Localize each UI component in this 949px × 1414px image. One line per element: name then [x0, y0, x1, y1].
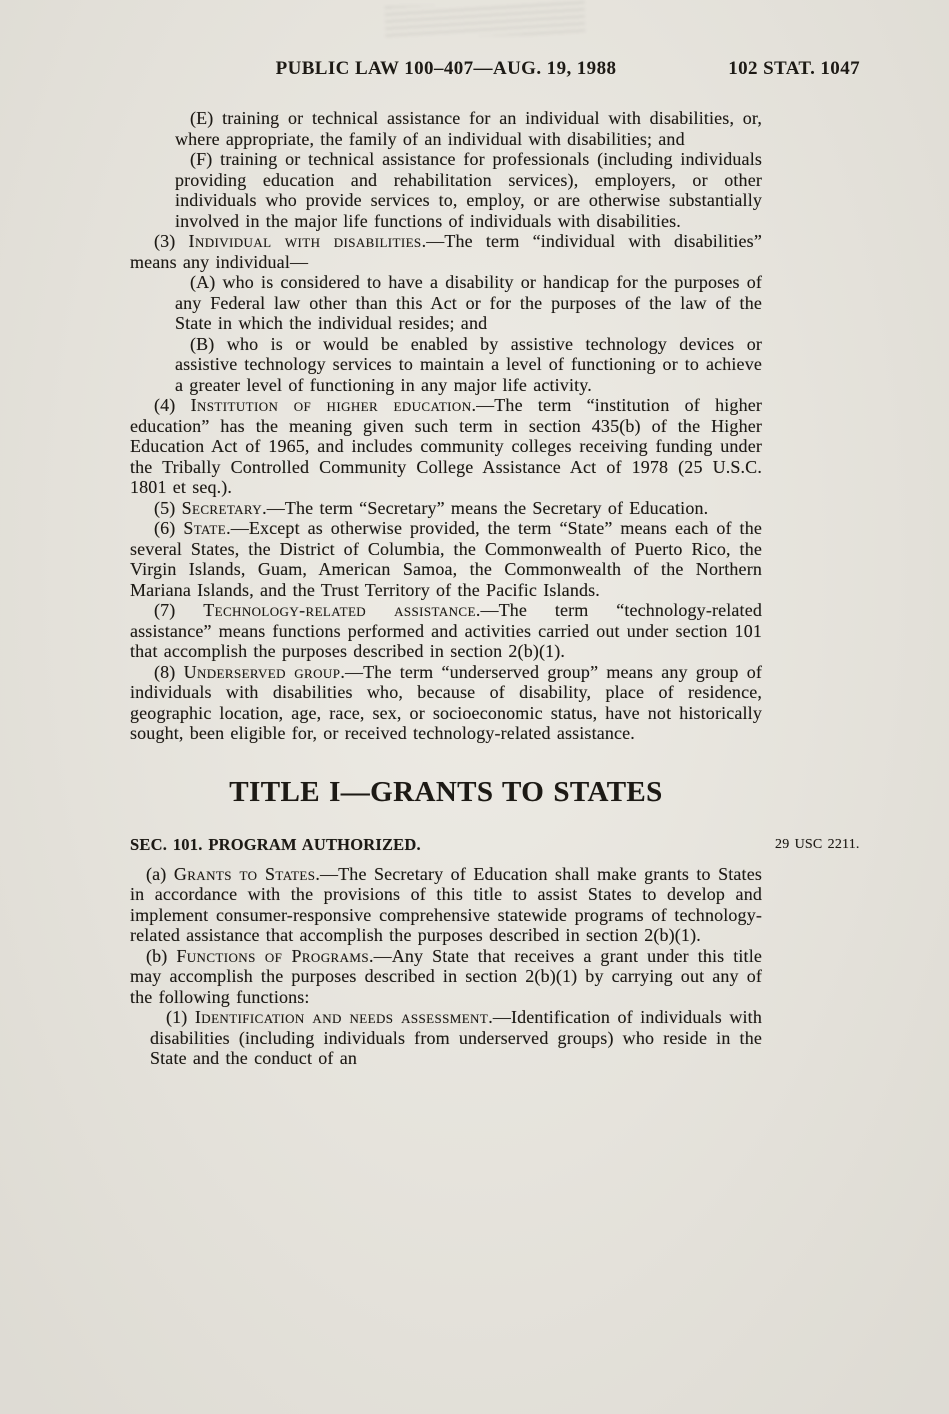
statute-paragraph: [175, 149, 762, 231]
statute-paragraph: [130, 600, 762, 662]
paragraph-text: (3): [154, 231, 189, 251]
statute-paragraph: [130, 231, 762, 272]
statute-paragraph: [150, 1007, 762, 1069]
paragraph-text: .—The term “individual with disabilities” means any individual—: [130, 231, 762, 272]
paragraph-text: (1): [166, 1007, 195, 1027]
paragraph-text: (4): [154, 395, 191, 415]
margin-note-usc-citation: 29 USC 2211.: [775, 837, 860, 852]
statute-paragraph: [130, 864, 762, 946]
paragraph-text: (7): [154, 600, 204, 620]
scan-smudge: [385, 1, 586, 38]
paragraph-text: (8): [154, 661, 184, 682]
paragraph-text: .—Identification of individuals with disabilities (including individuals from underserved groups) who reside in the State and the conduct of an: [150, 1007, 762, 1068]
defined-term: State: [183, 518, 227, 538]
paragraph-text: .—The term “technology-related assistance” means functions performed and activities carried out under section 101 that accomplish the purposes described in section 2(b)(1).: [130, 600, 762, 661]
defined-term: Functions of Programs: [176, 945, 369, 966]
paragraph-text: (6): [154, 518, 184, 538]
statute-paragraph: [175, 108, 762, 149]
statute-paragraph: [130, 946, 762, 1008]
paragraph-text: .—The Secretary of Education shall make grants to States in accordance with the provisions of this title to assist States to develop and implement consumer-responsive comprehensive statewide programs of technology-related assistance that accomplish the purposes described in section 2(b)(1).: [130, 863, 762, 945]
statute-text-column: [130, 108, 860, 1069]
paragraph-text: .—Except as otherwise provided, the term “State” means each of the several States, the District of Columbia, the Commonwealth of Puerto Rico, the Virgin Islands, Guam, American Samoa, the Commonwealth of the Northern Mariana Islands, and the Trust Territory of the Pacific Islands.: [130, 518, 762, 600]
paragraph-text: (5): [154, 497, 182, 518]
section-heading-row: [130, 834, 860, 856]
defined-term: Technology-related assistance: [203, 600, 476, 620]
paragraph-text: (B) who is or would be enabled by assistive technology devices or assistive technology services to maintain a level of functioning or to achieve a greater level of functioning in any major life activity.: [175, 333, 762, 395]
statute-paragraphs-top: [130, 108, 762, 744]
defined-term: Secretary: [181, 497, 263, 518]
defined-term: Identification and needs assessment: [194, 1007, 489, 1027]
paragraph-text: .—Any State that receives a grant under this title may accomplish the purposes described in section 2(b)(1) by carrying out any of the following functions:: [130, 945, 762, 1007]
statute-paragraph: [130, 498, 762, 519]
paragraph-text: (b): [146, 945, 177, 966]
paragraph-text: .—The term “institution of higher education” has the meaning given such term in section 435(b) of the Higher Education Act of 1965, and includes community colleges receiving funding under the Tribally Controlled Community College Assistance Act of 1978 (25 U.S.C. 1801 et seq.).: [130, 395, 762, 497]
paragraph-text: (E) training or technical assistance for an individual with disabilities, or, where appropriate, the family of an individual with disabilities; and: [175, 108, 762, 149]
statute-paragraph: [130, 518, 762, 600]
statute-paragraph: [130, 395, 762, 498]
statute-paragraph: [130, 662, 762, 744]
paragraph-text: (a): [146, 863, 174, 884]
statute-paragraph: [175, 334, 762, 396]
paragraph-text: .—The term “underserved group” means any group of individuals with disabilities who, because of disability, place of residence, geographic location, age, race, sex, or socioeconomic status, have not historically sought, been eligible for, or received technology-related assistance.: [130, 661, 762, 743]
section-heading: SEC. 101. PROGRAM AUTHORIZED.: [130, 835, 421, 854]
defined-term: Institution of higher education: [190, 395, 472, 415]
paragraph-text: .—The term “Secretary” means the Secretary of Education.: [262, 497, 709, 518]
defined-term: Individual with disabilities: [188, 231, 422, 251]
paragraph-text: (A) who is considered to have a disability or handicap for the purposes of any Federal law other than this Act or for the purposes of the law of the State in which the individual resides; and: [175, 272, 762, 333]
title-heading: TITLE I—GRANTS TO STATES: [229, 775, 663, 808]
defined-term: Grants to States: [173, 863, 316, 884]
page-header: [130, 58, 860, 84]
statute-paragraph: [175, 272, 762, 334]
running-head-statute-page: 102 STAT. 1047: [728, 58, 860, 79]
statute-paragraphs-bottom: [130, 864, 762, 1069]
running-head-law-title: PUBLIC LAW 100–407—AUG. 19, 1988: [275, 58, 617, 79]
defined-term: Underserved group: [183, 661, 341, 682]
paragraph-text: (F) training or technical assistance for professionals (including individuals providing education and rehabilitation services), employers, or other individuals who provide services to, employ, or are otherwise substantially involved in the major life functions of individuals with disabilities.: [175, 149, 762, 231]
